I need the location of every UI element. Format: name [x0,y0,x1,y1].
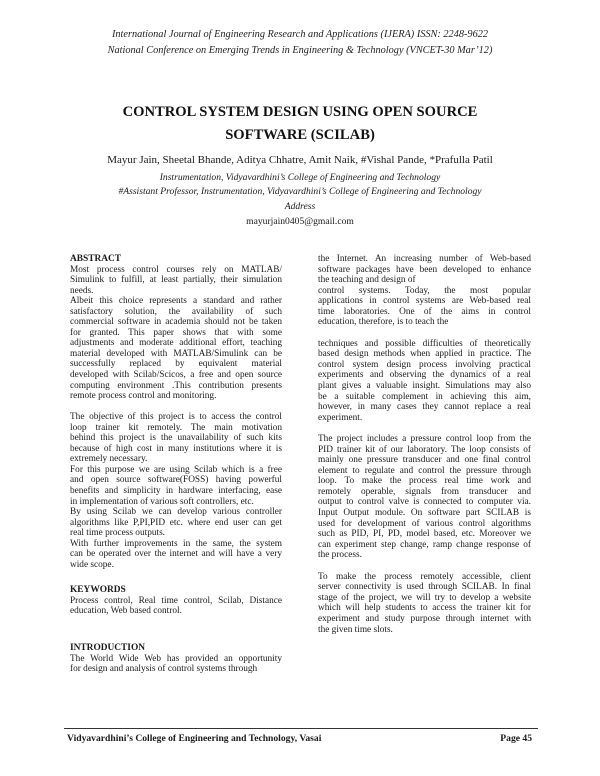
text-line: To make the process remotely accessible, client [318,571,531,582]
text-line: satisfactory solution, the availability of such [70,306,282,317]
text-line: loop. To make the process real time work and [318,476,531,487]
text-line: and open source software(FOSS) having powerful [70,475,282,486]
introduction-heading: INTRODUCTION [70,643,146,653]
text-line: techniques and possible difficulties of theoretically [318,338,531,349]
footer-college: Vidyavardhini’s College of Engineering and Technology, Vasai [67,733,322,744]
abstract-text [70,265,282,402]
affiliation-line-2: #Assistant Professor, Instrumentation, Vidyavardhini’s College of Engineering and Technology [118,186,482,197]
text-line: For this purpose we are using Scilab which is a free [70,464,282,475]
text-line: output to control valve is connected to computer via. [318,497,531,508]
text-line: remotely operable, signals from transducer and [318,486,531,497]
text-line: used for development of various control algorithms [318,518,531,529]
paper-title-line-1: CONTROL SYSTEM DESIGN USING OPEN SOURCE [122,104,478,120]
text-line: applications in control systems are Web-based real [318,296,531,307]
objective-text [70,412,282,570]
text-line: experiment. [318,412,363,423]
text-line: for design and analysis of control systems through [70,664,258,675]
text-line: The project includes a pressure control loop from the [318,434,531,445]
text-line: can experiment step change, ramp change response of [318,539,531,550]
text-line: the teaching and design of [318,275,416,286]
text-line: The objective of this project is to access the control [70,412,282,423]
text-line: experiments and observing the dynamics of a real [318,370,531,381]
text-line: experiment and study purpose through internet with [318,613,531,624]
body-paragraph-1 [318,254,531,328]
text-line: Most process control courses rely on MATLAB/ [70,264,282,275]
text-line: loop trainer kit remotely. The main motivation [70,422,282,433]
text-line: computing environment .This contribution presents [70,380,282,391]
text-line: plant gives a valuable insight. Simulations may also [318,381,531,392]
affiliation-line-1: Instrumentation, Vidyavardhini’s College of Engineering and Technology [159,172,441,183]
text-line: element to regulate and control the pressure through [318,465,531,476]
text-line: remote process control and monitoring. [70,391,217,402]
text-line: in implementation of various soft controllers, etc. [70,496,254,507]
text-line: algorithms like P,PI,PID etc. where end user can get [70,517,282,528]
text-line: extremely necessary. [70,454,148,465]
text-line: the process. [318,550,362,561]
text-line: real time process outputs. [70,528,166,539]
introduction-text [70,654,282,675]
text-line: PID trainer kit of our laboratory. The loop consists of [318,444,531,455]
text-line: software packages have been developed to enhance [318,264,531,275]
text-line: The World Wide Web has provided an opportunity [70,653,282,664]
text-line: adjustments and moderate additional effort, teaching [70,338,282,349]
body-paragraph-3 [318,434,531,561]
text-line: education, therefore, is to teach the [318,317,449,328]
text-line: benefits and simplicity in hardware interfacing, ease [70,485,282,496]
text-line: control system design process involving practical [318,359,531,370]
email: mayurjain0405@gmail.com [246,216,354,227]
authors: Mayur Jain, Sheetal Bhande, Aditya Chhatre, Amit Naik, #Vishal Pande, *Prafulla Patil [107,154,493,166]
text-line: for granted. This paper shows that with some [70,327,282,338]
keywords-heading: KEYWORDS [70,585,126,596]
text-line: which will help students to access the trainer kit for [318,603,531,614]
page-number: Page 45 [500,733,532,744]
text-line: control systems. Today, the most popular [318,285,531,296]
left-column [70,254,282,675]
text-line: be a suitable complement in achieving this aim, [318,391,531,402]
text-line: wide scope. [70,559,114,570]
text-line: Simulink to fulfill, at least partially, their simulation [70,275,282,286]
journal-line-1: International Journal of Engineering Research and Applications (IJERA) ISSN: 2248-9622 [111,29,489,40]
text-line: based design methods when applied in practice. The [318,349,531,360]
text-line: With further improvements in the same, the system [70,538,282,549]
text-line: time laboratories. One of the aims in control [318,306,531,317]
text-line: developed with Scilab/Scicos, a free and open source [70,370,282,381]
text-line: server connectivity is used through SCILAB. In final [318,582,531,593]
text-line: needs. [70,285,94,296]
text-line: the Internet. An increasing number of Web-based [318,254,531,264]
text-line: commercial software in academia should not be taken [70,317,282,328]
text-line: By using Scilab we can develop various controller [70,507,282,518]
text-line: stage of the project, we will try to develop a website [318,592,531,603]
paper-title-line-2: SOFTWARE (SCILAB) [225,127,375,143]
text-line: can be operated over the internet and will have a very [70,549,282,560]
footer-rule [64,728,538,729]
text-line: Input Output module. On software part SCILAB is [318,508,531,519]
text-line: such as PID, PI, PD, model based, etc. Moreover we [318,529,531,540]
body-paragraph-2 [318,339,531,423]
right-column [318,254,531,635]
keywords-text [70,596,282,617]
text-line: education, Web based control. [70,606,182,617]
text-line: Albeit this choice represents a standard and rather [70,296,282,307]
text-line: material developed with MATLAB/Simulink can be [70,348,282,359]
abstract-heading: ABSTRACT [70,254,122,264]
text-line: mainly one pressure transducer and one final control [318,455,531,466]
text-line: behind this project is the unavailability of such kits [70,433,282,444]
body-paragraph-4 [318,572,531,635]
text-line: Process control, Real time control, Scilab, Distance [70,595,282,606]
text-line: because of high cost in many institutions where it is [70,443,282,454]
text-line: successfully replaced by equivalent material [70,359,282,370]
text-line: however, in many cases they cannot replace a real [318,402,531,413]
journal-line-2: National Conference on Emerging Trends in Engineering & Technology (VNCET-30 Mar’12) [107,45,493,56]
affiliation-line-3: Address [284,201,316,212]
text-line: the given time slots. [318,624,393,635]
